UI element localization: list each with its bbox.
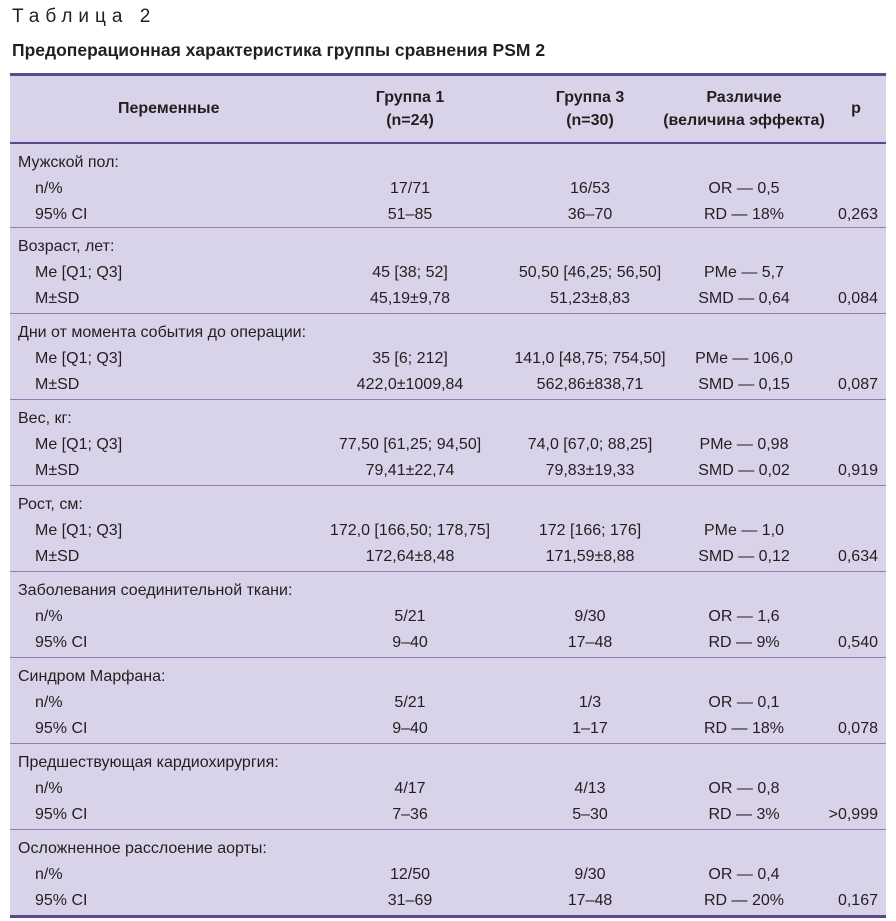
row-name: 95% CI xyxy=(35,206,88,223)
group-label: Заболевания соединительной ткани: xyxy=(18,582,293,599)
group-title-row xyxy=(10,150,886,176)
table-group xyxy=(10,314,886,400)
group3-value: 171,59±8,88 xyxy=(545,548,635,565)
group3-value: 1–17 xyxy=(572,720,608,737)
table-header xyxy=(10,76,886,144)
difference-value: OR — 0,5 xyxy=(708,180,780,197)
group3-value: 74,0 [67,0; 88,25] xyxy=(527,436,653,453)
table-row xyxy=(10,260,886,286)
row-name: Me [Q1; Q3] xyxy=(35,522,123,539)
header-group3: Группа 3 (n=30) xyxy=(555,89,625,129)
group3-value: 4/13 xyxy=(574,780,606,797)
group-label: Осложненное расслоение аорты: xyxy=(18,840,267,857)
difference-value: RD — 18% xyxy=(703,206,785,223)
table-group xyxy=(10,400,886,486)
group3-value: 1/3 xyxy=(578,694,602,711)
table-group xyxy=(10,486,886,572)
p-value: 0,087 xyxy=(837,376,878,393)
table-row xyxy=(10,630,886,656)
group1-value: 172,0 [166,50; 178,75] xyxy=(329,522,491,539)
row-name: Me [Q1; Q3] xyxy=(35,436,123,453)
difference-value: OR — 0,1 xyxy=(708,694,780,711)
difference-value: PMe — 0,98 xyxy=(699,436,789,453)
group3-value: 51,23±8,83 xyxy=(550,290,630,307)
table-group xyxy=(10,744,886,830)
p-value: 0,540 xyxy=(837,634,878,651)
group3-value: 5–30 xyxy=(572,806,608,823)
row-name: M±SD xyxy=(35,548,80,565)
difference-value: PMe — 1,0 xyxy=(703,522,785,539)
data-table xyxy=(10,73,886,918)
difference-value: SMD — 0,64 xyxy=(698,290,790,307)
group1-value: 79,41±22,74 xyxy=(365,462,455,479)
p-value: 0,919 xyxy=(837,462,878,479)
group-title-row xyxy=(10,320,886,346)
header-p: p xyxy=(851,100,861,117)
difference-value: RD — 9% xyxy=(708,634,780,651)
group1-value: 4/17 xyxy=(394,780,426,797)
group3-value: 50,50 [46,25; 56,50] xyxy=(518,264,662,281)
table-row xyxy=(10,286,886,312)
table-row xyxy=(10,802,886,828)
table-row xyxy=(10,544,886,570)
row-name: n/% xyxy=(35,180,63,197)
group-label: Мужской пол: xyxy=(18,154,119,171)
row-name: n/% xyxy=(35,608,63,625)
row-name: 95% CI xyxy=(35,806,88,823)
table-body xyxy=(10,144,886,915)
row-name: 95% CI xyxy=(35,892,88,909)
group1-value: 5/21 xyxy=(394,608,426,625)
table-row xyxy=(10,372,886,398)
row-name: 95% CI xyxy=(35,720,88,737)
group-label: Дни от момента события до операции: xyxy=(18,324,307,341)
difference-value: SMD — 0,15 xyxy=(698,376,790,393)
group3-value: 79,83±19,33 xyxy=(545,462,635,479)
group-label: Вес, кг: xyxy=(18,410,72,427)
group1-value: 51–85 xyxy=(387,206,433,223)
table-row xyxy=(10,716,886,742)
table-row xyxy=(10,604,886,630)
row-name: M±SD xyxy=(35,462,80,479)
group1-value: 35 [6; 212] xyxy=(372,350,448,367)
group-title-row xyxy=(10,492,886,518)
row-name: M±SD xyxy=(35,290,80,307)
row-name: n/% xyxy=(35,780,63,797)
group1-value: 45 [38; 52] xyxy=(372,264,448,281)
table-row xyxy=(10,432,886,458)
difference-value: OR — 0,4 xyxy=(708,866,780,883)
group-title-row xyxy=(10,750,886,776)
difference-value: OR — 1,6 xyxy=(708,608,780,625)
group3-value: 172 [166; 176] xyxy=(538,522,642,539)
group3-value: 9/30 xyxy=(574,608,606,625)
row-name: Me [Q1; Q3] xyxy=(35,350,123,367)
group3-value: 562,86±838,71 xyxy=(536,376,644,393)
p-value: 0,263 xyxy=(837,206,878,223)
difference-value: RD — 20% xyxy=(703,892,785,909)
table-row xyxy=(10,346,886,372)
group1-value: 9–40 xyxy=(392,720,428,737)
group-title-row xyxy=(10,234,886,260)
group1-value: 5/21 xyxy=(394,694,426,711)
group-title-row xyxy=(10,664,886,690)
row-name: M±SD xyxy=(35,376,80,393)
table-row xyxy=(10,518,886,544)
table-group xyxy=(10,144,886,228)
row-name: 95% CI xyxy=(35,634,88,651)
p-value: 0,084 xyxy=(837,290,878,307)
group-label: Рост, см: xyxy=(18,496,83,513)
table-row xyxy=(10,690,886,716)
row-name: n/% xyxy=(35,694,63,711)
table-group xyxy=(10,572,886,658)
group3-value: 17–48 xyxy=(567,892,613,909)
difference-value: RD — 3% xyxy=(708,806,780,823)
p-value: 0,167 xyxy=(837,892,878,909)
table-group xyxy=(10,658,886,744)
group-title-row xyxy=(10,406,886,432)
header-group1: Группа 1 (n=24) xyxy=(375,89,445,129)
group3-value: 16/53 xyxy=(569,180,611,197)
difference-value: SMD — 0,02 xyxy=(698,462,790,479)
difference-value: OR — 0,8 xyxy=(708,780,780,797)
p-value: >0,999 xyxy=(828,806,878,823)
header-variables: Переменные xyxy=(118,100,220,117)
table-group xyxy=(10,228,886,314)
difference-value: SMD — 0,12 xyxy=(698,548,790,565)
group1-value: 31–69 xyxy=(387,892,433,909)
difference-value: RD — 18% xyxy=(703,720,785,737)
group3-value: 17–48 xyxy=(567,634,613,651)
group-label: Предшествующая кардиохирургия: xyxy=(18,754,279,771)
difference-value: PMe — 106,0 xyxy=(695,350,793,367)
group-title-row xyxy=(10,836,886,862)
row-name: n/% xyxy=(35,866,63,883)
group3-value: 36–70 xyxy=(567,206,613,223)
group1-value: 9–40 xyxy=(392,634,428,651)
group3-value: 141,0 [48,75; 754,50] xyxy=(514,350,666,367)
table-title: Предоперационная характеристика группы сравнения PSM 2 xyxy=(12,40,546,60)
header-difference: Различие (величина эффекта) xyxy=(663,89,825,129)
group1-value: 17/71 xyxy=(389,180,431,197)
group3-value: 9/30 xyxy=(574,866,606,883)
table-caption: Таблица 2 xyxy=(12,6,157,27)
p-value: 0,078 xyxy=(837,720,878,737)
group1-value: 7–36 xyxy=(392,806,428,823)
difference-value: PMe — 5,7 xyxy=(703,264,785,281)
table-group xyxy=(10,830,886,915)
table-row xyxy=(10,202,886,228)
group1-value: 45,19±9,78 xyxy=(370,290,450,307)
group-label: Возраст, лет: xyxy=(18,238,115,255)
row-name: Me [Q1; Q3] xyxy=(35,264,123,281)
table-row xyxy=(10,862,886,888)
group1-value: 77,50 [61,25; 94,50] xyxy=(338,436,482,453)
table-row xyxy=(10,888,886,914)
group1-value: 172,64±8,48 xyxy=(365,548,455,565)
group-label: Синдром Марфана: xyxy=(18,668,166,685)
table-row xyxy=(10,776,886,802)
table-row xyxy=(10,458,886,484)
group1-value: 422,0±1009,84 xyxy=(356,376,464,393)
p-value: 0,634 xyxy=(837,548,878,565)
table-row xyxy=(10,176,886,202)
group1-value: 12/50 xyxy=(389,866,431,883)
group-title-row xyxy=(10,578,886,604)
